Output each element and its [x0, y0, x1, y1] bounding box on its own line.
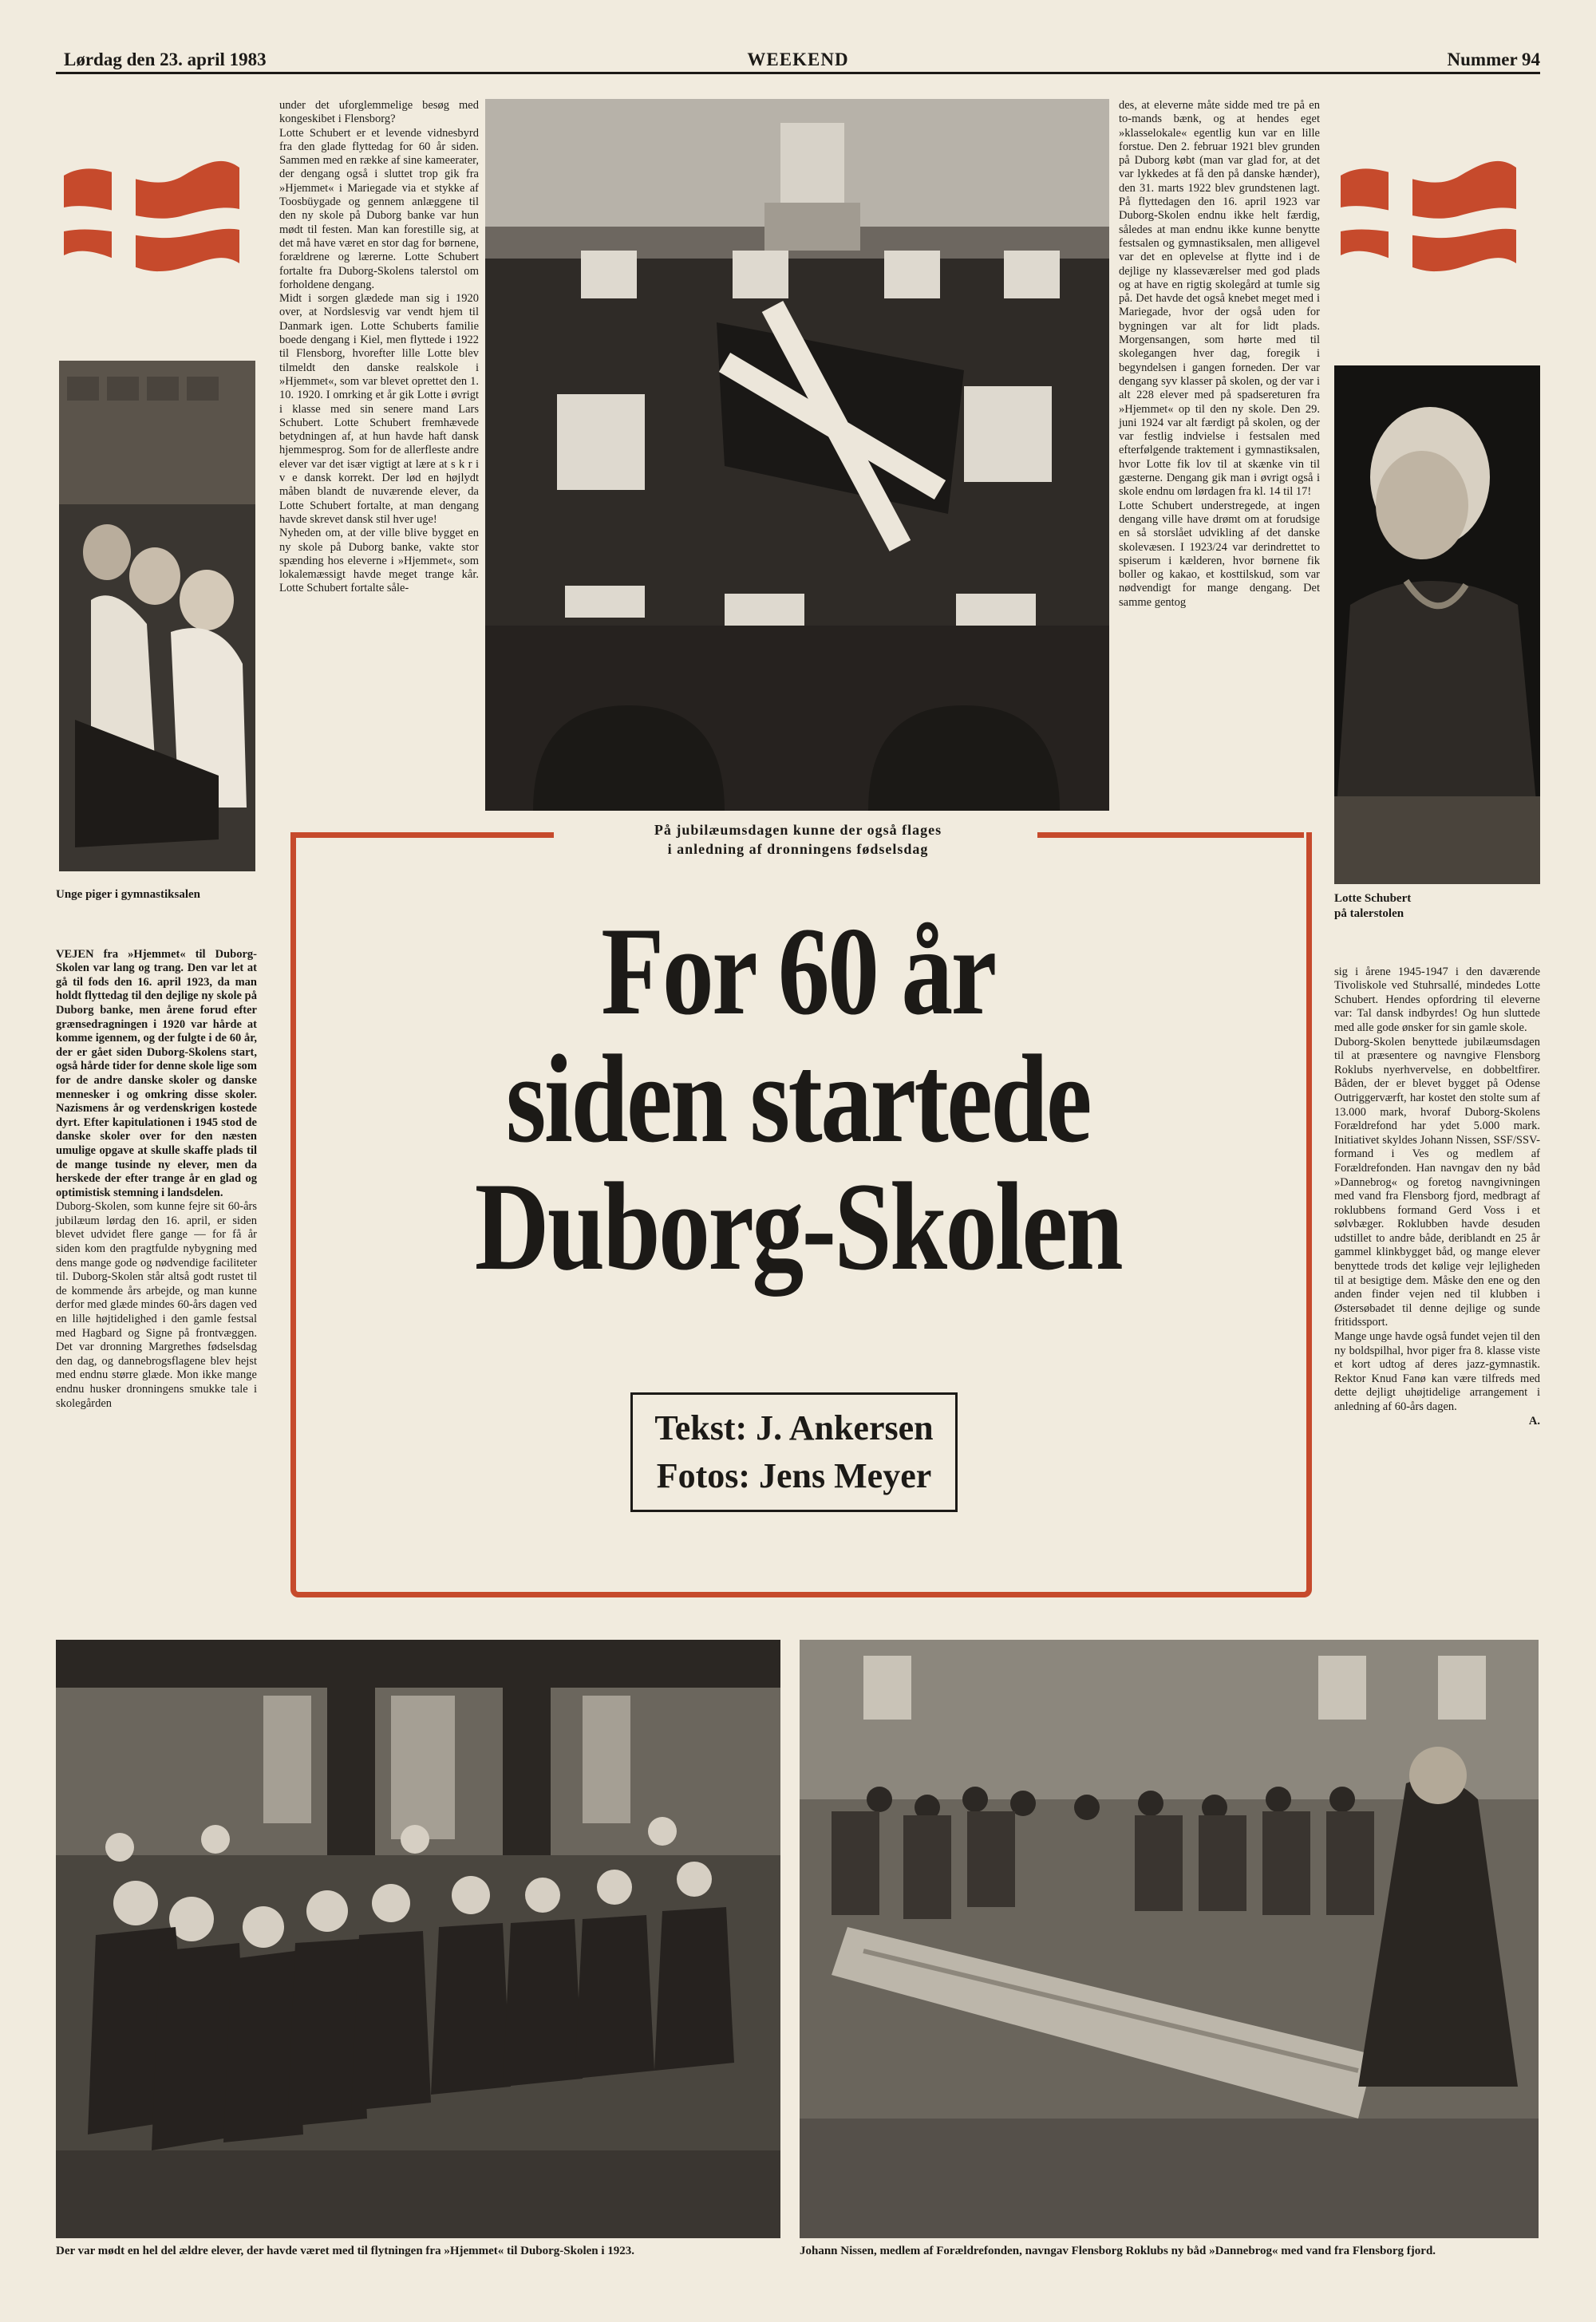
headline-frame-top-left: [290, 832, 554, 838]
photo-boat-naming: [800, 1640, 1539, 2238]
header-section: WEEKEND: [747, 49, 849, 69]
danish-flag-right-icon: [1333, 144, 1524, 291]
article-column-c: [56, 934, 257, 1604]
article-signature: A.: [1528, 1414, 1540, 1428]
article-column-a: under det uforglemmelige besøg med kongeskibet i Flensborg? Lotte Schubert er et levende vidnesbyrd fra den glade flyttedag for 60 år siden. Sammen med en række af sine kameerater, der dengang også i sluttet trop gik fra »Hjemmet« i Mariegade via et stykke af Toosbüygade og gennem anlæggene til den ny skole på Duborg banke var hun mødt til festen. Man kan forestille sig, at det må have været en stor dag for børnene, forældrene og lærerne. Lotte Schubert fortalte fra Duborg-Skolens talerstol om forholdene dengang. Midt i sorgen glædede man sig i 1920 over, at Nordslesvig var vendt hjem til Danmark igen. Lotte Schuberts familie boede dengang i Kiel, men flyttede i 1922 til Flensborg, hvorefter lille Lotte blev tilmeldt den danske realskole i »Hjemmet«, som var blevet oprettet den 1. 10. 1920. I omrking et år gik Lotte i øvrigt i klasse med sin senere mand Lars Schubert. Lotte Schubert fremhævede betydningen af, at hun havde haft dansk hjemmesprog. Som for de allerfleste andre elever var det især vigtigt at lære at s k r i v e dansk korrekt. Der lød en højlydt måben blandt de nuværende elever, da Lotte Schubert fortalte, at man dengang havde skrevet dansk stil hver uge! Nyheden om, at der ville blive bygget en ny skole på Duborg banke, vakte stor spænding hos eleverne i »Hjemmet«, som lokalemæssigt havde meget trange kår. Lotte Schubert fortalte såle-: [279, 99, 479, 595]
caption-boat-naming: Johann Nissen, medlem af Forældrefonden, navngav Flensborg Roklubs ny båd »Dannebrog« med vand fra Flensborg fjord.: [800, 2245, 1436, 2257]
article-column-d: [1334, 951, 1540, 1589]
caption-lotte-schubert: Lotte Schubert på talerstolen: [1334, 892, 1412, 920]
photo-school-building: [485, 99, 1109, 811]
caption-audience: Der var mødt en hel del ældre elever, der havde været med til flytningen fra »Hjemmet« til Duborg-Skolen i 1923.: [56, 2245, 635, 2257]
article-lead: VEJEN fra »Hjemmet« til Duborg-Skolen var lang og trang. Den var let at gå til fods den 16. april 1923, da man holdt flyttedag til den dejlige ny skole på Duborg banke, men årene forud efter grænsedragningen i 1920 var hårde at komme igennem, og der fulgte i de 60 år, der er gået siden Duborg-Skolens start, også hårde tider for denne skole lige som for de andre danske skoler og danske mennesker i og omkring disse skoler. Nazismens år og verdenskrigen kostede dyrt. Efter kapitulationen i 1945 stod de danske skoler over for den næsten umulige opgave at skulle skaffe plads til de mange tusinde ny elever, men da herskede der efter trange år en glad og optimistisk stemning i landsdelen.: [56, 947, 258, 1199]
danish-flag-left-icon: [56, 144, 247, 291]
article-column-d-body: sig i årene 1945-1947 i den daværende Tivoliskole ved Stuhrsallé, mindedes Lotte Schubert. Hendes opfordring til eleverne var: Tal dansk indbyrdes! Og hun sluttede med alle gode ønsker for sin gamle skole. Duborg-Skolen benyttede jubilæumsdagen til at præsentere og navngive Flensborg Roklubs nyerhvervelse, en dobbeltfirer. Båden, der er blevet bygget på Odense Outriggerværft, har kostet den stolte sum af 13.000 mark, hvoraf Duborg-Skolens Forældrefond har ydet 5.000 mark. Initiativet skyldes Johann Nissen, SSF/SSV-formand i Ves og medlem af Forældrefonden. Han navngav den ny båd »Dannebrog« og foretog navngivningen med vand fra Flensborg fjord, medbragt af roklubbens formand Gerd Voss i et sølvbæger. Roklubben havde desuden udstillet to andre både, deriblandt en 25 år gammel klinkbygget båd, og mange elever benyttede trods det kølige vejr lejligheden til at besigtige dem. Måske den ene og den anden finder vejen ned til klubben i Østersøbadet til denne dejlige og sunde fritidssport. Mange unge havde også fundet vejen til den ny boldspilhal, hvor piger fra 8. klasse viste et kort udtog af deres jazz-gymnastik. Rektor Knud Fanø kan være tilfreds med dette dejligt uhøjtidelige arrangement i anledning af 60-års dagen.: [1334, 965, 1540, 1413]
headline-line-2: siden startede: [505, 1029, 1091, 1169]
article-column-c-body: Duborg-Skolen, som kunne fejre sit 60-års jubilæum lørdag den 16. april, er siden blevet udvidet flere gange — for få år siden kom den pragtfulde nybygning med dens mange gode og nødvendige faciliteter til. Duborg-Skolen står altså godt rustet til de kommende års arbejde, og man kunne derfor med glæde mindes 60-års dagen ved en lille højtidelighed i den gamle festsal med Hagbard og Signe på frontvæggen. Det var dronning Margrethes fødselsdag den dag, og dannebrogsflagene blev hejst med endnu større glæde. Mon ikke mange endnu husker dronningens smukke tale i skolegården: [56, 1200, 257, 1410]
header-date: Lørdag den 23. april 1983: [64, 49, 267, 69]
photo-gym-girls: [59, 361, 255, 871]
credits-text: Tekst: J. Ankersen: [654, 1408, 934, 1447]
header-rule: [56, 72, 1540, 74]
header-issue: Nummer 94: [1447, 49, 1540, 69]
headline-frame-top-right: [1037, 832, 1304, 838]
credits-box: [630, 1392, 958, 1512]
caption-gym-girls: Unge piger i gymnastiksalen: [56, 888, 200, 901]
headline-line-1: For 60 år: [601, 902, 995, 1041]
credits-photos: Fotos: Jens Meyer: [656, 1456, 932, 1495]
article-column-b: des, at eleverne måte sidde med tre på en to-mands bænk, og at hendes eget »klasselokale« egentlig kun var en lille forstue. Den 2. februar 1921 blev grunden på Duborg købt (man var glad for, at det var lykkedes at få den på danske hænder), den 31. marts 1922 blev grundstenen lagt. På flyttedagen den 16. april 1923 var Duborg-Skolen endnu ikke helt færdig, således at man endnu ikke kunne benytte festsalen og gymnastiksalen, men alligevel var det en oplevelse at flytte ind i de dejlige ny klasseværelser med god plads og at have en rigtig skolegård at tumle sig på. Det havde det også knebet meget med i Mariegade, hvor der også uden for bygningen var alt for lidt plads. Morgensangen, som hørte med til skolegangen hver dag, foregik i begyndelsen i gangen forneden. Der var dengang syv klasser på skolen, og der var i alt 228 elever med på spadsereturen fra »Hjemmet« op til den ny skole. Den 29. juni 1924 var alt færdigt på skolen, og der var festlig indvielse i festsalen med efterfølgende traktement i gymnastiksalen, hvor Lotte fik lov til at skænke vin til gæsterne. Dengang gik man i øvrigt også i skole endnu om lørdagen fra kl. 14 til 17! Lotte Schubert understregede, at ingen dengang ville have drømt om at forudsige en så storslået udvikling af det danske skolevæsen. I 1923/24 var derindrettet to spiserum i kælderen, hvor børnene fik boller og kakao, et kosttilskud, som var nødvendigt for mange dengang. Det samme gentog: [1119, 99, 1320, 609]
headline-line-3: Duborg-Skolen: [474, 1157, 1122, 1297]
photo-lotte-schubert: [1334, 365, 1540, 884]
caption-school-building-line2: i anledning af dronningens fødselsdag: [667, 841, 929, 857]
photo-audience: [56, 1640, 780, 2238]
caption-school-building-line1: På jubilæumsdagen kunne der også flages: [654, 822, 942, 838]
